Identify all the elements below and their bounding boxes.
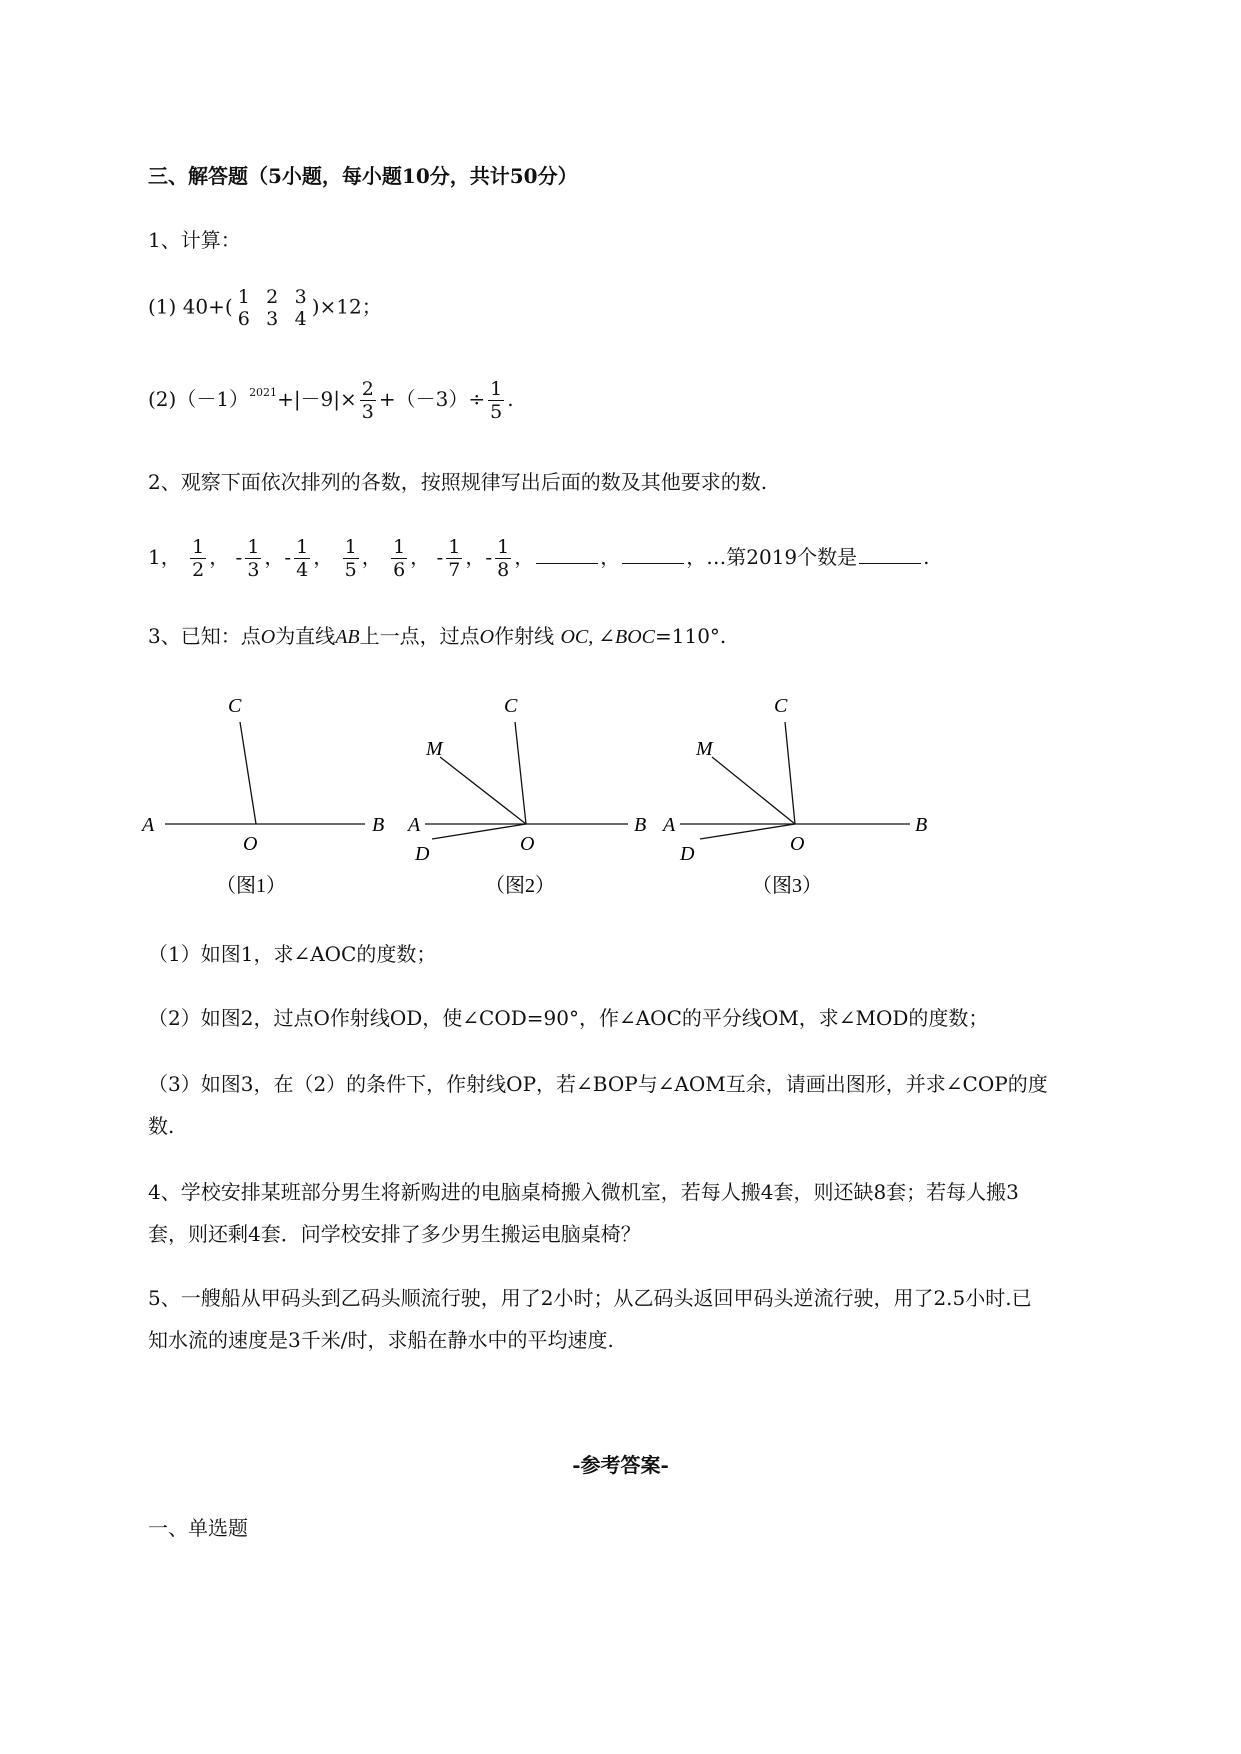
- fraction-denominator: 8: [497, 559, 510, 581]
- seq-tail: ，…第2019个数是: [686, 545, 858, 569]
- label-a: A: [408, 814, 421, 836]
- fraction: [190, 536, 206, 581]
- fraction-denominator: 5: [490, 401, 503, 423]
- seq-sign: -: [485, 545, 493, 569]
- label-c: C: [774, 695, 788, 717]
- ray-om: [440, 757, 526, 824]
- q1-p2-suffix: .: [507, 387, 514, 411]
- fraction-denominator: 2: [192, 559, 205, 581]
- seq-sign: -: [235, 545, 243, 569]
- seq-sep: ，: [264, 545, 285, 569]
- answer-blank: [622, 562, 684, 564]
- fraction-numerator: 2: [361, 378, 374, 400]
- fraction: [294, 536, 310, 581]
- q3-angle: =110°.: [654, 624, 727, 648]
- fraction-numerator: 1: [344, 536, 357, 558]
- label-m: M: [696, 738, 713, 760]
- fraction-denominator: 4: [294, 308, 307, 330]
- fraction-denominator: 3: [266, 308, 279, 330]
- figure-3: [661, 695, 927, 897]
- fraction-numerator: 1: [296, 536, 309, 558]
- q1-p1-prefix: (1) 40+(: [148, 294, 233, 319]
- q3-text: 为直线: [275, 624, 336, 648]
- fraction-denominator: 5: [344, 559, 357, 581]
- q1-p2-mid: +|－9|×: [277, 387, 357, 411]
- exponent: 2021: [249, 386, 278, 399]
- seq-sep: ，: [209, 545, 230, 569]
- fraction: [264, 286, 280, 330]
- label-a: A: [142, 814, 155, 836]
- q5-line2: 知水流的速度是3千米/时，求船在静水中的平均速度.: [148, 1328, 614, 1352]
- label-c: C: [504, 695, 518, 717]
- figure-caption: （图3）: [752, 875, 822, 897]
- seq-sign: -: [284, 545, 292, 569]
- ray-oc: [240, 722, 256, 824]
- q1-p2-prefix: (2)（－1）: [148, 387, 250, 411]
- fraction-numerator: 3: [294, 286, 307, 308]
- fraction: [488, 378, 504, 423]
- q3-sub2: （2）如图2，过点O作射线OD，使∠COD=90°，作∠AOC的平分线OM，求∠MOD的度数；: [148, 1006, 989, 1030]
- seq-end: .: [923, 545, 930, 569]
- q3-sub3-line1: （3）如图3，在（2）的条件下，作射线OP，若∠BOP与∠AOM互余，请画出图形，并求∠COP的度: [148, 1072, 1048, 1096]
- label-b: B: [915, 814, 928, 836]
- fraction-numerator: 1: [490, 378, 503, 400]
- figure-caption: （图2）: [485, 875, 555, 897]
- label-b: B: [372, 814, 385, 836]
- answers-section1: 一、单选题: [148, 1516, 248, 1540]
- fraction-numerator: 1: [448, 536, 461, 558]
- q2-title: 2、观察下面依次排列的各数，按照规律写出后面的数及其他要求的数.: [148, 470, 768, 494]
- seq-term: [235, 536, 285, 581]
- seq-term: [340, 536, 382, 581]
- ray-od: [432, 824, 526, 839]
- label-c: C: [228, 695, 242, 717]
- seq-sep: ，: [465, 545, 486, 569]
- label-d: D: [680, 843, 695, 865]
- label-o: O: [790, 833, 805, 855]
- fraction: [245, 536, 261, 581]
- answer-blank: [859, 562, 921, 564]
- label-d: D: [415, 843, 430, 865]
- q3-text: 上一点，过点: [359, 624, 480, 648]
- fraction-numerator: 1: [497, 536, 510, 558]
- label-o: O: [243, 833, 258, 855]
- fraction: [446, 536, 462, 581]
- fraction: [236, 286, 252, 330]
- fraction-numerator: 2: [266, 286, 279, 308]
- q3-text: 3、已知：点: [148, 624, 261, 648]
- fraction-numerator: 1: [247, 536, 260, 558]
- fraction-denominator: 6: [237, 308, 250, 330]
- label-m: M: [426, 738, 443, 760]
- label-a: A: [663, 814, 676, 836]
- ray-om: [712, 757, 795, 824]
- fraction: [495, 536, 511, 581]
- seq-sep: ，: [361, 545, 382, 569]
- q1-title: 1、计算：: [148, 228, 241, 252]
- seq-sep: ，: [410, 545, 431, 569]
- fraction-numerator: 1: [192, 536, 205, 558]
- label-o: O: [520, 833, 535, 855]
- fraction-numerator: 1: [393, 536, 406, 558]
- seq-term: [485, 536, 535, 581]
- geometry-figures: [140, 672, 960, 902]
- fraction: [343, 536, 359, 581]
- q3-sub1: （1）如图1，求∠AOC的度数；: [148, 942, 437, 966]
- seq-sign: -: [436, 545, 444, 569]
- point-o: O: [260, 626, 276, 648]
- figure-1: [140, 695, 384, 897]
- fraction-numerator: 1: [237, 286, 250, 308]
- q2-sequence: [148, 536, 930, 581]
- seq-sep: ，: [514, 545, 535, 569]
- seq-term: [436, 536, 486, 581]
- section-title: 三、解答题（5小题，每小题10分，共计50分）: [148, 164, 578, 188]
- ray-od: [700, 824, 795, 839]
- seq-sep: ，: [313, 545, 334, 569]
- fraction: [391, 536, 407, 581]
- q4-line2: 套，则还剩4套．问学校安排了多少男生搬运电脑桌椅？: [148, 1222, 641, 1246]
- q1-p2-mid2: +（－3）÷: [378, 387, 486, 411]
- seq-sep1: ，: [600, 545, 621, 569]
- figure-caption: （图1）: [216, 875, 286, 897]
- ray-oc: [515, 722, 526, 824]
- q3-text: 作射线: [494, 624, 555, 648]
- fraction: [360, 378, 376, 423]
- q4-line1: 4、学校安排某班部分男生将新购进的电脑桌椅搬入微机室，若每人搬4套，则还缺8套；若每人搬3: [148, 1180, 1019, 1204]
- ray-oc: [785, 722, 795, 824]
- fraction-denominator: 3: [361, 401, 374, 423]
- fraction-denominator: 6: [393, 559, 406, 581]
- q1-part2: [148, 378, 514, 423]
- q3-sub3-line2: 数.: [148, 1114, 175, 1138]
- label-b: B: [634, 814, 647, 836]
- answers-title: -参考答案-: [572, 1453, 669, 1477]
- seq-term: [284, 536, 334, 581]
- q1-p1-suffix: )×12；: [311, 294, 382, 319]
- fraction: [293, 286, 309, 330]
- q1-part1: [148, 286, 382, 330]
- seq-term: [388, 536, 431, 581]
- q3-ray: OC, ∠BOC: [560, 626, 655, 648]
- line-ab: AB: [335, 626, 360, 648]
- q3-title: [148, 620, 726, 649]
- fraction-denominator: 3: [247, 559, 260, 581]
- point-o: O: [479, 626, 495, 648]
- q5-line1: 5、一艘船从甲码头到乙码头顺流行驶，用了2小时；从乙码头返回甲码头逆流行驶，用了2.5小时.已: [148, 1286, 1032, 1310]
- seq-first: 1，: [148, 545, 181, 569]
- seq-term: [187, 536, 230, 581]
- answer-blank: [536, 562, 598, 564]
- fraction-denominator: 4: [296, 559, 309, 581]
- fraction-denominator: 7: [448, 559, 461, 581]
- figure-2: [406, 695, 646, 897]
